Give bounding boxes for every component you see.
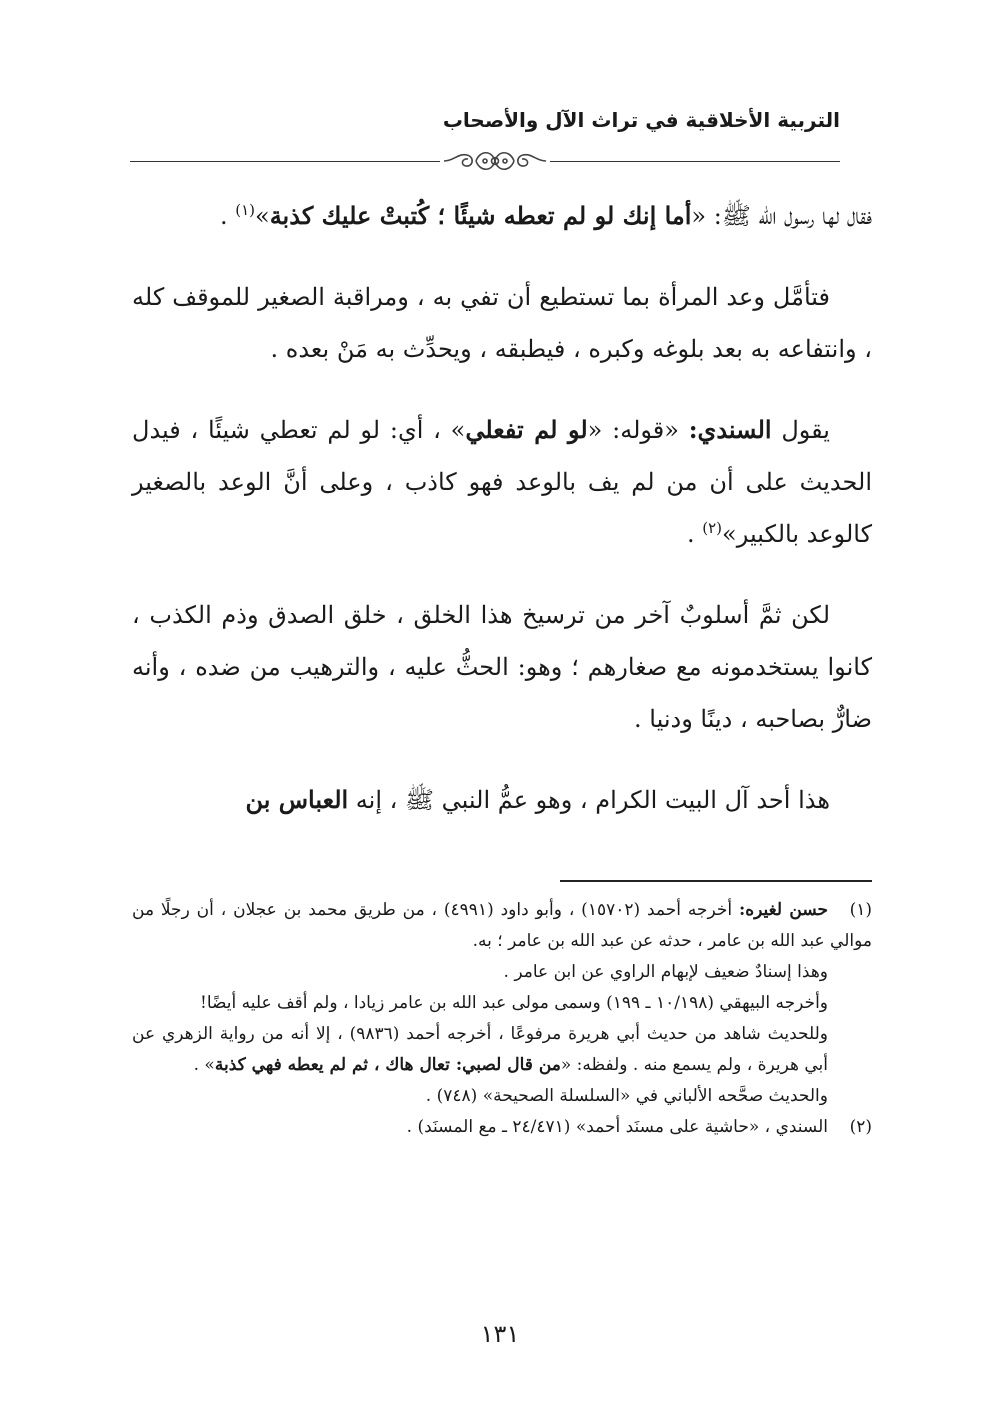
paragraph-2 [132, 271, 872, 375]
text: فقال لها رسول الله ﷺ: « [691, 202, 872, 230]
text: » [255, 202, 270, 230]
footnote-ref-2[interactable]: (٢) [702, 519, 723, 537]
footnote-number: (٢) [849, 1117, 872, 1137]
running-header: التربية الأخلاقية في تراث الآل والأصحاب [442, 108, 840, 132]
footnote-2 [132, 1112, 872, 1143]
text: . [219, 202, 236, 230]
text: السندي ، «حاشية على مسنَد أحمد» (٢٤/٤٧١ ـ مع المسنَد) . [406, 1117, 828, 1137]
text: فتأمَّل وعد المرأة بما تستطيع أن تفي به ، ومراقبة الصغير للموقف كله ، وانتفاعه به بعد بلوغه وكبره ، فيطبقه ، ويحدِّث به مَنْ بعده . [132, 283, 872, 363]
footnote-ref-1[interactable]: (١) [235, 201, 255, 219]
text: » ، أي: لو لم تعطي شيئًا ، فيدل الحديث على أن من لم يف بالوعد فهو كاذب ، وعلى أنَّ الوعد بالصغير كالوعد بالكبير» [132, 416, 873, 548]
bold-quote: أما إنك لو لم تعطه شيئًا ؛ كُتبتْ عليك كذبة [269, 201, 692, 230]
text: أخرجه أحمد (١٥٧٠٢) ، وأبو داود (٤٩٩١) ، من طريق محمد بن عجلان ، أن رجلًا من موالي عبد الله بن عامر ، حدثه عن عبد الله بن عامر ؛ به. [132, 900, 872, 951]
footnote-1-line: وهذا إسنادٌ ضعيف لإبهام الراوي عن ابن عامر . [503, 962, 828, 982]
footnote-number: (١) [849, 900, 873, 920]
text: وللحديث شاهد من حديث أبي هريرة مرفوعًا ، أخرجه أحمد (٩٨٣٦) ، إلا أنه من رواية الزهري عن أبي هريرة ، ولم يسمع منه . ولفظه: « [132, 1024, 828, 1075]
page-number: ١٣١ [480, 1320, 520, 1348]
text: لكن ثمَّ أسلوبٌ آخر من ترسيخ هذا الخلق ، خلق الصدق وذم الكذب ، كانوا يستخدمونه مع صغارهم ؛ وهو: الحثُّ عليه ، والترهيب من ضده ، وأنه ضارٌّ بصاحبه ، دينًا ودنيا . [132, 601, 872, 733]
footnote-1-line [132, 1019, 828, 1081]
text: يقول [771, 416, 830, 444]
grading: حسن لغيره: [738, 900, 829, 920]
main-text [132, 190, 872, 826]
text: . [686, 520, 703, 548]
paragraph-4 [132, 589, 872, 745]
footnotes [132, 895, 872, 1143]
paragraph-1 [132, 190, 872, 242]
footnote-1-line: والحديث صحَّحه الألباني في «السلسلة الصحيحة» (٧٤٨) . [425, 1086, 828, 1106]
text: » . [193, 1055, 215, 1075]
paragraph-3 [132, 404, 872, 560]
text: هذا أحد آل البيت الكرام ، وهو عمُّ النبي ﷺ ، إنه [348, 786, 830, 814]
footnote-1 [132, 895, 872, 957]
bold-quote: لو لم تفعلي [465, 415, 588, 444]
author-name: السندي: [688, 415, 772, 444]
footnote-rule [560, 880, 872, 882]
paragraph-5 [132, 774, 872, 826]
bold-quote: من قال لصبي: تعال هاك ، ثم لم يعطه فهي كذبة [214, 1055, 561, 1075]
footnote-1-line: وأخرجه البيهقي (١٠/١٩٨ ـ ١٩٩) وسمى مولى عبد الله بن عامر زيادا ، ولم أقف عليه أيضًا! [199, 993, 828, 1013]
text: «قوله: « [587, 416, 689, 444]
person-name: العباس بن [245, 785, 349, 814]
ornament-icon [440, 144, 550, 178]
